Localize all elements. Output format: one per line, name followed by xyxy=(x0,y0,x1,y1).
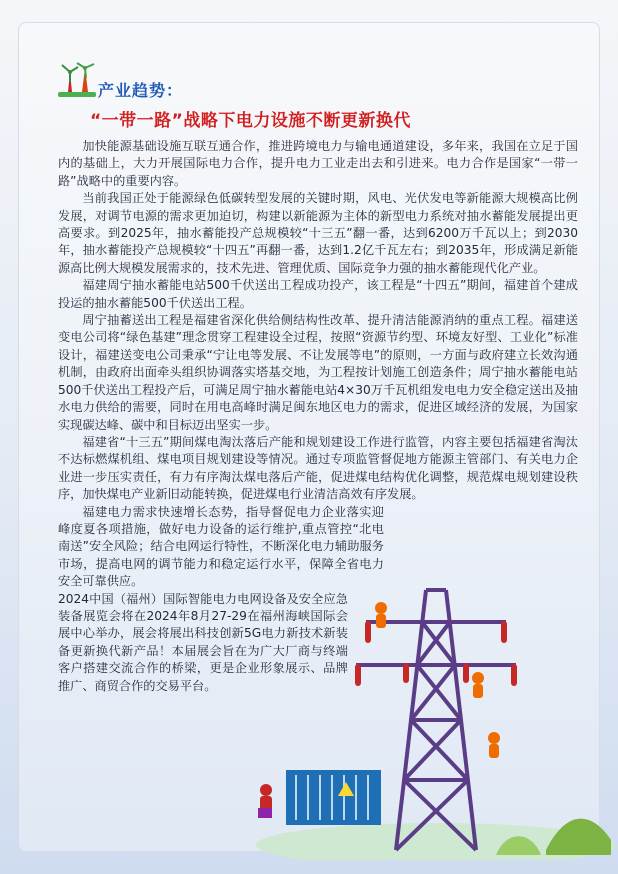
paragraph-intro: 加快能源基础设施互联互通合作，推进跨境电力与输电通道建设，多年来，我国在立足于国内的基础上，大力开展国际电力合作，提升电力工业走出去和引进来。电力合作是国家“一带一路”战略中的重要内容。 xyxy=(58,139,578,188)
paragraph-power-demand: 福建电力需求快速增长态势，指导督促电力企业落实迎峰度夏各项措施，做好电力设备的运行维护,重点管控“北电南送”安全风险；结合电网运行特性，不断深化电力辅助服务市场，提高电网的调节能力和稳定运行水平，保障全省电力安全可靠供应。 xyxy=(58,504,384,589)
paragraph-coal-regulation: 福建省“十三五”期间煤电淘汰落后产能和规划建设工作进行监管，内容主要包括福建省淘汰不达标燃煤机组、煤电项目规划建设等情况。通过专项监管督促地方能源主管部门、有关电力企业进一步压实责任，有力有序淘汰煤电落后产能，促进煤电结构优化调整，规范煤电规划建设秩序，加快煤电产业新旧动能转换，促进煤电行业清洁高效有序发展。 xyxy=(58,434,578,502)
transmission-tower-illustration-icon xyxy=(246,560,618,860)
headline: “一带一路”战略下电力设施不断更新换代 xyxy=(90,111,411,131)
wind-turbine-logo-icon xyxy=(56,62,100,104)
paragraph-pumped-storage: 当前我国正处于能源绿色低碳转型发展的关键时期，风电、光伏发电等新能源大规模高比例发展，对调节电源的需求更加迫切，构建以新能源为主体的新型电力系统对抽水蓄能发展提出更高要求。到2025年，抽水蓄能投产总规模较“十三五”翻一番，达到6200万千瓦以上；到2030年，抽水蓄能投产总规模较“十四五”再翻一番，达到1.2亿千瓦左右；到2035年，形成满足新能源高比例大规模发展需求的，技术先进、管理优质、国际竞争力强的抽水蓄能现代化产业。 xyxy=(58,191,578,275)
paragraph-zhouning-project: 福建周宁抽水蓄能电站500千伏送出工程成功投产，该工程是“十四五”期间，福建首个建成投运的抽水蓄能500千伏送出工程。 xyxy=(58,278,578,310)
paragraph-exhibition: 2024中国（福州）国际智能电力电网设备及安全应急装备展览会将在2024年8月27-29在福州海峡国际会展中心举办，展会将展出科技创新5G电力新技术新装备更新换代新产品！本届展会旨在为广大厂商与终端客户搭建交流合作的桥梁，更是企业形象展示、品牌推广、商贸合作的交易平台。 xyxy=(58,591,348,693)
section-title: 产业趋势： xyxy=(98,81,184,100)
paragraph-zhouning-details: 周宁抽蓄送出工程是福建省深化供给侧结构性改革、提升清洁能源消纳的重点工程。福建送变电公司将“绿色基建”理念贯穿工程建设全过程，按照“资源节约型、环境友好型、工业化”标准设计，福建送变电公司秉承“宁让电等发展、不让发展等电”的原则，一方面与政府建立长效沟通机制，由政府出面牵头组织协调落实塔基交地，为工程按计划施工创造条件；周宁抽水蓄能电站500千伏送出工程投产后，可满足周宁抽水蓄能电站4×30万千瓦机组发电电力安全稳定送出及抽水电力供给的需要，同时在用电高峰时满足闽东地区电力的需求，促进区域经济的发展，为国家实现碳达峰、碳中和目标迈出坚实一步。 xyxy=(58,313,578,432)
